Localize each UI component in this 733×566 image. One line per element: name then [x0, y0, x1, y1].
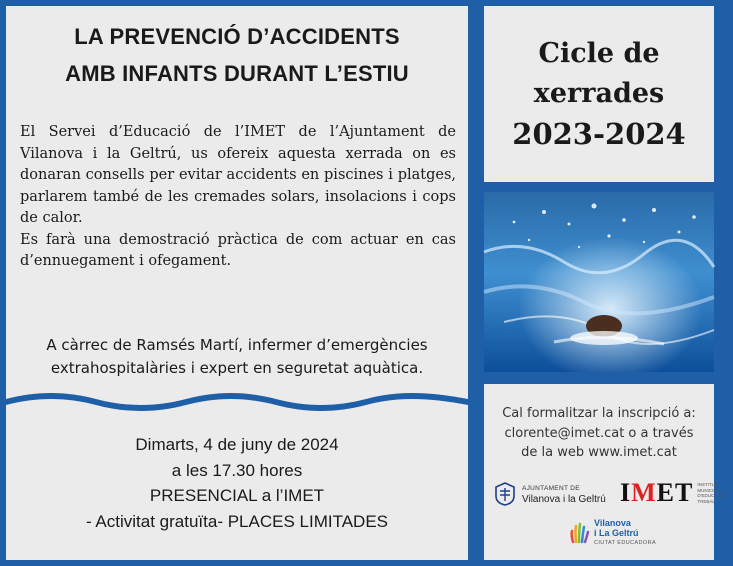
imet-logo [620, 478, 733, 508]
swimmer-photo [484, 192, 714, 372]
presenter-info [6, 334, 468, 380]
inscription-line2[interactable]: clorente@imet.cat o a través [504, 425, 694, 441]
water-splash-image [484, 192, 714, 372]
wave-divider [6, 389, 468, 409]
description-paragraph-2: Es farà una demostració pràctica de com actuar en cas d’ennuegament i ofegament. [20, 231, 456, 269]
event-time: a les 17.30 hores [171, 460, 303, 480]
hand-icon [568, 522, 590, 544]
presenter-line2: extrahospitalàries i expert en seguretat aquàtica. [50, 359, 424, 377]
cicle-line1: Cicle de [538, 38, 660, 69]
event-date: Dimarts, 4 de juny de 2024 [135, 435, 339, 454]
inscription-panel [484, 384, 728, 560]
inscription-line1: Cal formalitzar la inscripció a: [502, 406, 696, 421]
vilanova-line2: i La Geltrú [594, 528, 639, 538]
poster-title-line1: LA PREVENCIÓ D’ACCIDENTS [74, 24, 400, 49]
event-info-panel [6, 6, 468, 560]
cicle-years: 2023-2024 [512, 117, 686, 151]
vilanova-line3: CIUTAT EDUCADORA [594, 540, 657, 546]
vilanova-line1: Vilanova [594, 518, 631, 528]
imet-description: INSTITUT MUNICIPAL D'EDUCACIÓ I TREBALL [697, 482, 728, 504]
inscription-line3[interactable]: de la web www.imet.cat [521, 445, 677, 460]
imet-wordmark: IMET [620, 478, 694, 507]
presenter-line1: A càrrec de Ramsés Martí, infermer d’emergències [46, 336, 428, 354]
inscription-text [484, 404, 714, 463]
cicle-line2: xerrades [533, 78, 665, 109]
ajuntament-logo [494, 482, 606, 506]
description [20, 122, 456, 273]
event-details [6, 432, 468, 534]
ajuntament-name: Vilanova i la Geltrú [522, 494, 606, 505]
city-emblem-icon [494, 482, 516, 506]
event-mode: PRESENCIAL a l’IMET [149, 486, 325, 505]
poster-title-line2: AMB INFANTS DURANT L’ESTIU [65, 61, 409, 86]
cicle-panel [484, 6, 714, 182]
description-paragraph-1: El Servei d’Educació de l’IMET de l’Ajuntament de Vilanova i la Geltrú, us ofereix aquesta xerrada on es donaran consells per evitar accidents en piscines i platges, parlarem també de les cremades solars, insolacions i cops de calor. [20, 124, 456, 226]
ajuntament-small-label: AJUNTAMENT DE [522, 485, 580, 492]
event-free-note: - Activitat gratuïta- PLACES LIMITADES [85, 511, 388, 531]
vilanova-educadora-logo [568, 518, 656, 548]
